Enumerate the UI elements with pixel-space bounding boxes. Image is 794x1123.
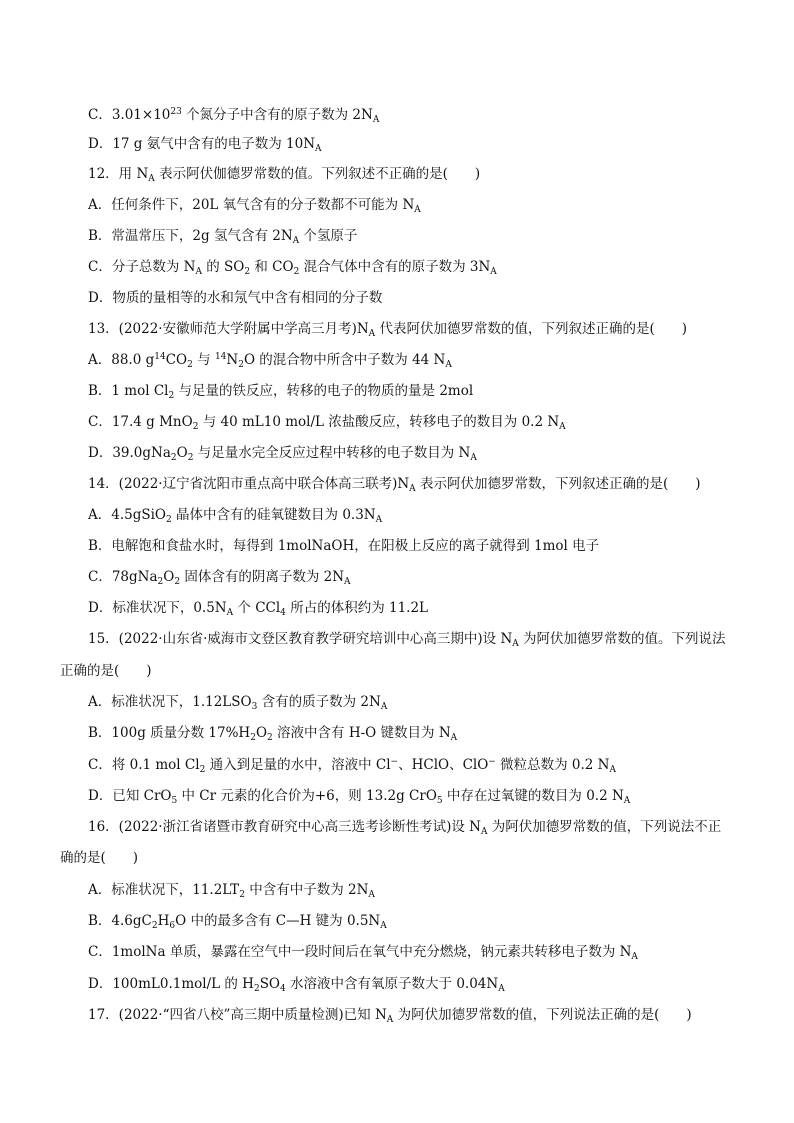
answer-option: B．100g 质量分数 $17\%H_2O_2$ 溶液中含有 H-O 键数目为 $N_A$ <box>88 725 458 743</box>
answer-option: A．标准状况下，$11.2LT_2$ 中含有中子数为 $2N_A$ <box>88 882 375 900</box>
answer-option: A．标准状况下，$1.12LSO_3$ 含有的质子数为 $2N_A$ <box>88 694 388 712</box>
question-stem: 16．(2022·浙江省诸暨市教育研究中心高三选考诊断性考试)设 $N_A$ 为阿伏加德罗常数的值，下列说法不正 <box>88 819 722 837</box>
question-stem-continuation: 正确的是( ) <box>60 663 152 679</box>
answer-option: D．物质的量相等的水和氖气中含有相同的分子数 <box>88 290 383 306</box>
answer-option: D．17 g 氨气中含有的电子数为 $10N_A$ <box>88 136 322 154</box>
answer-option: D．100mL0.1mol/L 的 $H_2SO_4$ 水溶液中含有氧原子数大于 $0.04N_A$ <box>88 976 505 994</box>
answer-option: D．$39.0gNa_2O_2$ 与足量水完全反应过程中转移的电子数目为 $N_A$ <box>88 445 477 463</box>
answer-option: D．已知 CrO$_5$ 中 Cr 元素的化合价为+6，则 13.2g CrO$_5$ 中存在过氧键的数目为 0.2 $N_A$ <box>88 788 631 806</box>
answer-option: B．$4.6gC_2H_6O$ 中的最多含有 C—H 键为 $0.5N_A$ <box>88 913 387 931</box>
answer-option: C．17.4 g MnO$_2$ 与 40 mL10 mol/L 浓盐酸反应，转移电子的数目为 0.2 $N_A$ <box>88 414 566 432</box>
answer-option: D．标准状况下，$0.5N_A$ 个 CCl$_4$ 所占的体积约为 11.2L <box>88 600 429 618</box>
answer-option: C．将 0.1 mol $Cl_2$ 通入到足量的水中，溶液中 Cl−、HClO、ClO− 微粒总数为 0.2 $N_A$ <box>88 757 616 775</box>
answer-option: C．$3.01\times 10^{23}$ 个氮分子中含有的原子数为 $2N_A$ <box>88 107 380 125</box>
question-stem: 13．(2022·安徽师范大学附属中学高三月考)$N_A$ 代表阿伏加德罗常数的值，下列叙述正确的是( ) <box>88 321 687 339</box>
answer-option: A．任何条件下，20L 氧气含有的分子数都不可能为 $N_A$ <box>88 197 421 215</box>
question-stem: 14．(2022·辽宁省沈阳市重点高中联合体高三联考)$N_A$ 表示阿伏加德罗常数，下列叙述正确的是( ) <box>88 476 701 494</box>
answer-option: C．分子总数为 $N_A$ 的 $SO_2$ 和 $CO_2$ 混合气体中含有的原子数为 $3N_A$ <box>88 259 497 277</box>
answer-option: C．1molNa 单质，暴露在空气中一段时间后在氧气中充分燃烧，钠元素共转移电子数为 $N_A$ <box>88 944 638 962</box>
answer-option: B．常温常压下，2g 氢气含有 $2N_A$ 个氢原子 <box>88 228 358 246</box>
question-stem: 12．用 $N_A$ 表示阿伏伽德罗常数的值。下列叙述不正确的是( ) <box>88 166 481 184</box>
question-stem: 15．(2022·山东省·威海市文登区教育教学研究培训中心高三期中)设 $N_A$ 为阿伏加德罗常数的值。下列说法 <box>88 631 726 649</box>
answer-option: C．$78gNa_2O_2$ 固体含有的阴离子数为 $2N_A$ <box>88 569 351 587</box>
answer-option: B．电解饱和食盐水时，每得到 1molNaOH，在阳极上反应的离子就得到 1mol 电子 <box>88 538 600 554</box>
answer-option: A．4.5gSiO$_2$ 晶体中含有的硅氧键数目为 $0.3N_A$ <box>88 507 383 525</box>
question-stem: 17．(2022·“四省八校”高三期中质量检测)已知 $N_A$ 为阿伏加德罗常数的值，下列说法正确的是( ) <box>88 1007 692 1025</box>
answer-option: A．88.0 $g^{14}CO_2$ 与 $^{14}N_2O$ 的混合物中所含中子数为 44 $N_A$ <box>88 352 452 370</box>
question-stem-continuation: 确的是( ) <box>60 850 139 866</box>
answer-option: B．1 mol $Cl_2$ 与足量的铁反应，转移的电子的物质的量是 2mol <box>88 383 474 401</box>
